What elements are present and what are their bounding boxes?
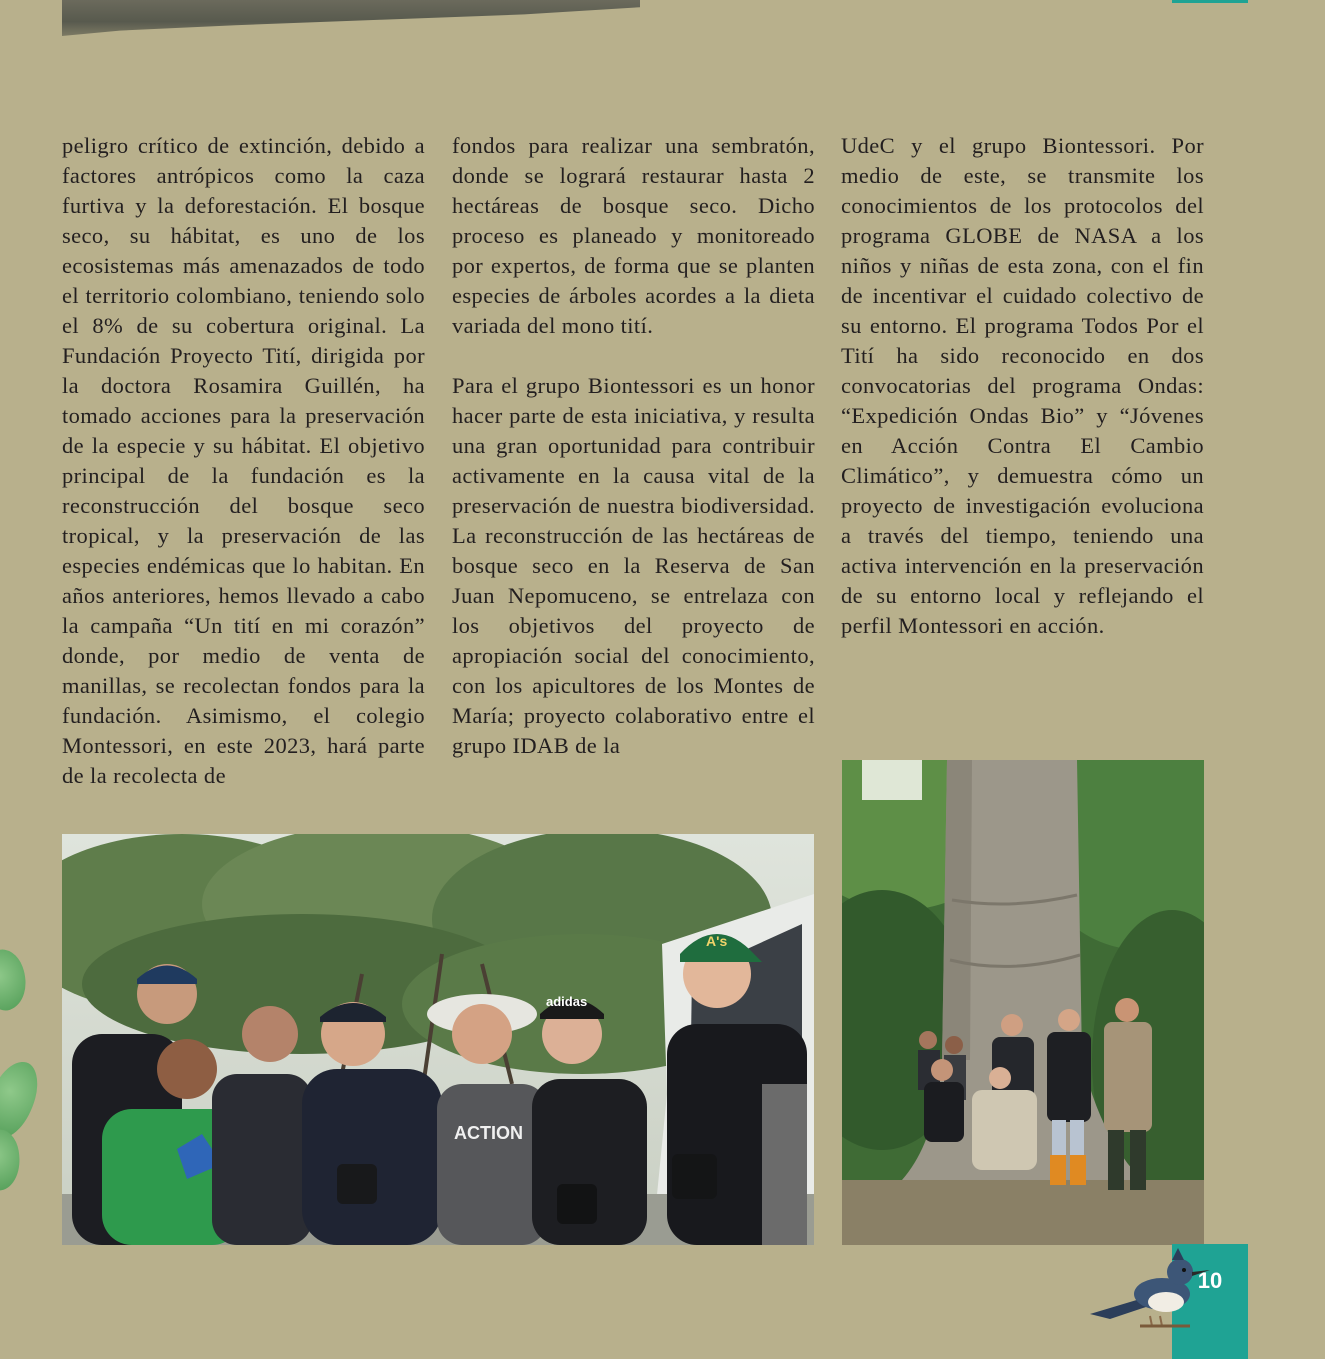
paragraph: Para el grupo Biontessori es un honor hacer parte de esta iniciativa, y resulta una gran oportunidad para contribuir activamente en la causa vital de la preservación de nuestra biodiversidad. La reconstrucción de las hectáreas de bosque seco en la Reserva de San Juan Nepomuceno, se entrelaza con los objetivos del proyecto de apropiación social del conocimiento, con los apicultores de los Montes de María; proyecto colaborativo entre el grupo IDAB de la [452,373,815,758]
paragraph: UdeC y el grupo Biontessori. Por medio de este, se transmite los conocimientos de los protocolos del programa GLOBE de NASA a los niños y niñas de esta zona, con el fin de incentivar el cuidado colectivo de su entorno. El programa Todos Por el Tití ha sido reconocido en dos convocatorias del programa Ondas: “Expedición Ondas Bio” y “Jóvenes en Acción Contra El Cambio Climático”, y demuestra cómo un proyecto de investigación evoluciona a través del tiempo, teniendo una activa intervención en la preservación de su entorno local y reflejando el perfil Montessori en acción. [841,133,1204,638]
cap-print: adidas [546,994,588,1009]
top-photo-strip [62,0,640,36]
paragraph: fondos para realizar una sembratón, donde se logrará restaurar hasta 2 hectáreas de bosque seco. Dicho proceso es planeado y monitoreado por expertos, de forma que se planten especies de árboles acordes a la dieta variada del mono tití. [452,133,815,338]
text-column-2 [452,131,815,761]
kingfisher-illustration [1080,1244,1220,1334]
leaf-decoration [0,1127,25,1193]
shirt-print: ACTION [454,1123,523,1143]
leaf-decoration [0,944,35,1015]
page-number: 10 [1197,1268,1223,1293]
text-column-1 [62,131,425,791]
paragraph: peligro crítico de extinción, debido a factores antrópicos como la caza furtiva y la deforestación. El bosque seco, su hábitat, es uno de los ecosistemas más amenazados de todo el territorio colombiano, teniendo solo el 8% de su cobertura original. La Fundación Proyecto Tití, dirigida por la doctora Rosamira Guillén, ha tomado acciones para la preservación de la especie y su hábitat. El objetivo principal de la fundación es la reconstrucción del bosque seco tropical, y la preservación de las especies endémicas que lo habitan. En años anteriores, hemos llevado a cabo la campaña “Un tití en mi corazón” donde, por medio de venta de manillas, se recolectan fondos para la fundación. Asimismo, el colegio Montessori, en este 2023, hará parte de la recolecta de [62,133,425,788]
text-column-3 [841,131,1204,641]
top-accent-tab [1172,0,1248,3]
tree-photo [842,760,1204,1245]
cap-logo: A's [706,933,728,949]
group-photo [62,834,814,1245]
